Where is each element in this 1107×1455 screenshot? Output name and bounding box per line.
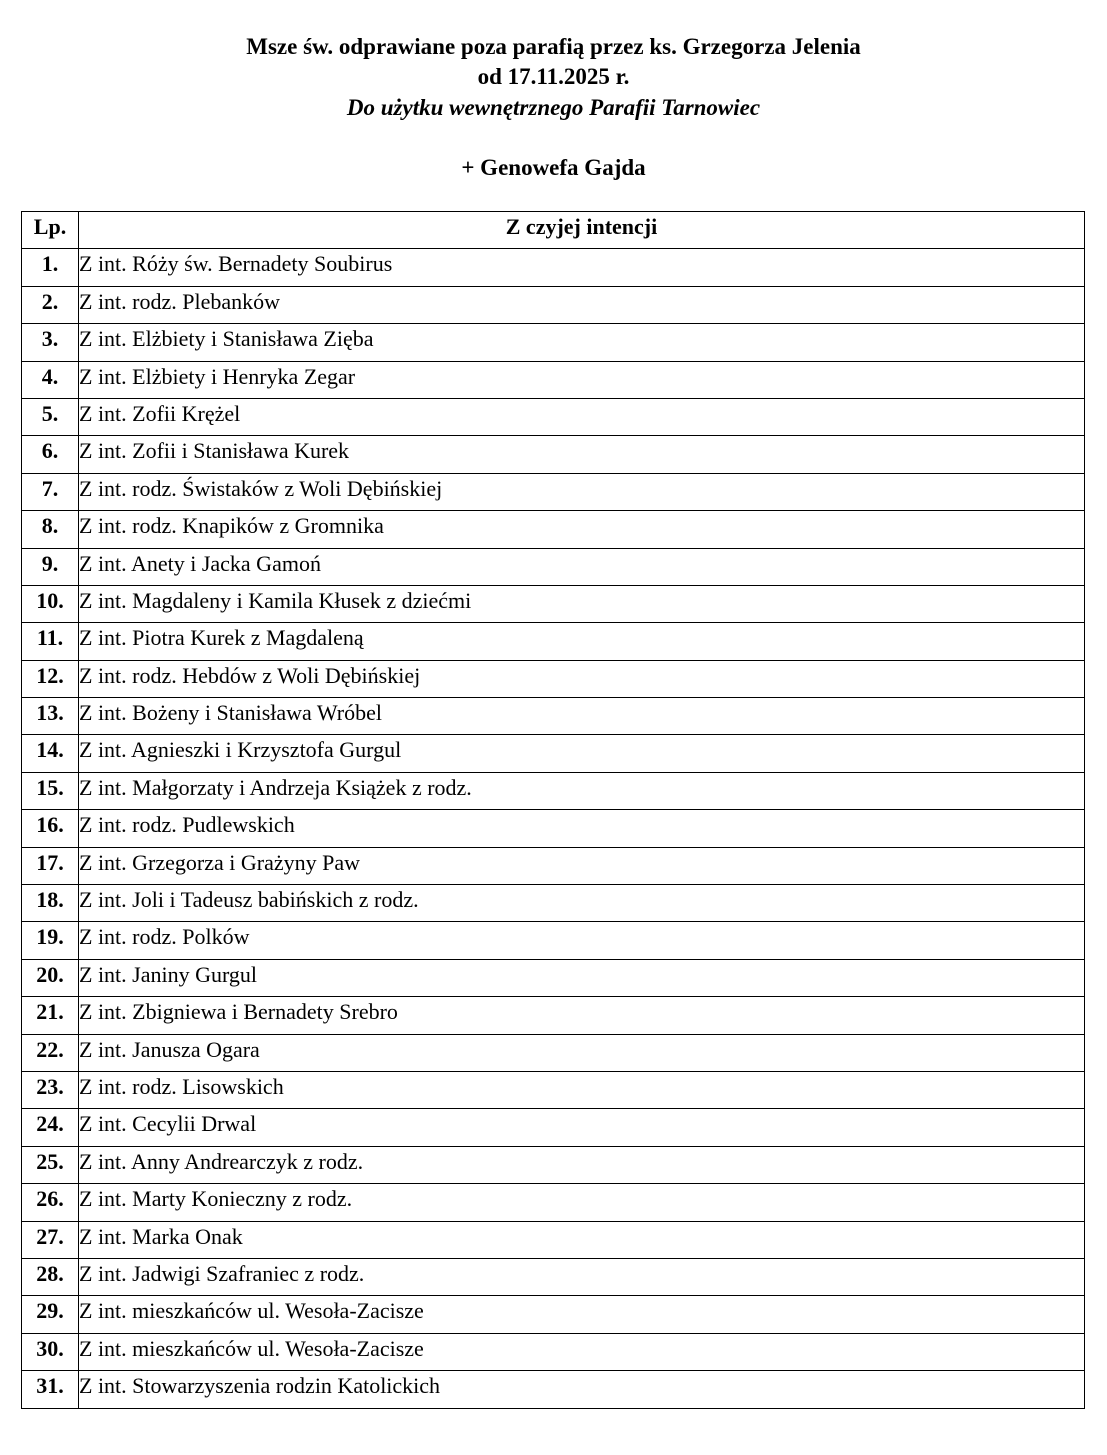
row-number: 16. <box>22 810 79 847</box>
table-row <box>22 361 1085 398</box>
table-row <box>22 959 1085 996</box>
table-row <box>22 1109 1085 1146</box>
intention-text: Z int. rodz. Hebdów z Woli Dębińskiej <box>79 660 1085 697</box>
row-number: 30. <box>22 1333 79 1370</box>
row-number: 13. <box>22 698 79 735</box>
date-line: od 17.11.2025 r. <box>477 64 630 89</box>
intention-text: Z int. rodz. Polków <box>79 922 1085 959</box>
table-row <box>22 735 1085 772</box>
row-number: 26. <box>22 1184 79 1221</box>
table-row <box>22 922 1085 959</box>
intention-text: Z int. Małgorzaty i Andrzeja Książek z rodz. <box>79 772 1085 809</box>
intention-text: Z int. mieszkańców ul. Wesoła-Zacisze <box>79 1333 1085 1370</box>
row-number: 7. <box>22 473 79 510</box>
table-row <box>22 1071 1085 1108</box>
intention-text: Z int. rodz. Świstaków z Woli Dębińskiej <box>79 473 1085 510</box>
row-number: 11. <box>22 623 79 660</box>
row-number: 28. <box>22 1258 79 1295</box>
row-number: 22. <box>22 1034 79 1071</box>
row-number: 21. <box>22 997 79 1034</box>
table-body <box>22 249 1085 1408</box>
row-number: 9. <box>22 548 79 585</box>
row-number: 4. <box>22 361 79 398</box>
intention-text: Z int. Zofii i Stanisława Kurek <box>79 436 1085 473</box>
intention-text: Z int. Joli i Tadeusz babińskich z rodz. <box>79 885 1085 922</box>
row-number: 29. <box>22 1296 79 1333</box>
intention-text: Z int. Grzegorza i Grażyny Paw <box>79 847 1085 884</box>
table-row <box>22 1258 1085 1295</box>
intention-text: Z int. Elżbiety i Henryka Zegar <box>79 361 1085 398</box>
intention-text: Z int. rodz. Knapików z Gromnika <box>79 511 1085 548</box>
table-header-row <box>22 212 1085 249</box>
table-row <box>22 997 1085 1034</box>
table-row <box>22 885 1085 922</box>
table-row <box>22 585 1085 622</box>
row-number: 25. <box>22 1146 79 1183</box>
table-row <box>22 810 1085 847</box>
intention-text: Z int. Elżbiety i Stanisława Zięba <box>79 324 1085 361</box>
table-row <box>22 436 1085 473</box>
intention-text: Z int. Janusza Ogara <box>79 1034 1085 1071</box>
intention-text: Z int. Piotra Kurek z Magdaleną <box>79 623 1085 660</box>
table-row <box>22 548 1085 585</box>
table-row <box>22 473 1085 510</box>
row-number: 14. <box>22 735 79 772</box>
intention-text: Z int. Cecylii Drwal <box>79 1109 1085 1146</box>
row-number: 23. <box>22 1071 79 1108</box>
table-row <box>22 1296 1085 1333</box>
row-number: 17. <box>22 847 79 884</box>
row-number: 1. <box>22 249 79 286</box>
intention-text: Z int. Marka Onak <box>79 1221 1085 1258</box>
table-row <box>22 1184 1085 1221</box>
table-row <box>22 324 1085 361</box>
table-row <box>22 286 1085 323</box>
column-header-lp: Lp. <box>22 212 79 249</box>
intention-text: Z int. Róży św. Bernadety Soubirus <box>79 249 1085 286</box>
intention-text: Z int. rodz. Plebanków <box>79 286 1085 323</box>
table-row <box>22 698 1085 735</box>
table-row <box>22 772 1085 809</box>
row-number: 2. <box>22 286 79 323</box>
intention-text: Z int. Agnieszki i Krzysztofa Gurgul <box>79 735 1085 772</box>
table-row <box>22 847 1085 884</box>
intention-text: Z int. mieszkańców ul. Wesoła-Zacisze <box>79 1296 1085 1333</box>
row-number: 10. <box>22 585 79 622</box>
row-number: 12. <box>22 660 79 697</box>
document-header <box>0 32 1107 183</box>
internal-use-note: Do użytku wewnętrznego Parafii Tarnowiec <box>346 95 761 120</box>
intention-text: Z int. Bożeny i Stanisława Wróbel <box>79 698 1085 735</box>
row-number: 18. <box>22 885 79 922</box>
table-row <box>22 511 1085 548</box>
table-row <box>22 1333 1085 1370</box>
document-title: Msze św. odprawiane poza parafią przez ks. Grzegorza Jelenia <box>246 34 861 59</box>
row-number: 31. <box>22 1371 79 1408</box>
table-row <box>22 623 1085 660</box>
row-number: 24. <box>22 1109 79 1146</box>
intention-text: Z int. Janiny Gurgul <box>79 959 1085 996</box>
intention-text: Z int. rodz. Pudlewskich <box>79 810 1085 847</box>
table-row <box>22 1371 1085 1408</box>
row-number: 8. <box>22 511 79 548</box>
intention-text: Z int. Anny Andrearczyk z rodz. <box>79 1146 1085 1183</box>
intention-text: Z int. Stowarzyszenia rodzin Katolickich <box>79 1371 1085 1408</box>
row-number: 19. <box>22 922 79 959</box>
row-number: 3. <box>22 324 79 361</box>
row-number: 5. <box>22 398 79 435</box>
intention-text: Z int. rodz. Lisowskich <box>79 1071 1085 1108</box>
table-row <box>22 249 1085 286</box>
intention-text: Z int. Jadwigi Szafraniec z rodz. <box>79 1258 1085 1295</box>
table-row <box>22 1146 1085 1183</box>
table-row <box>22 660 1085 697</box>
intention-text: Z int. Magdaleny i Kamila Kłusek z dziećmi <box>79 585 1085 622</box>
table-row <box>22 398 1085 435</box>
intention-text: Z int. Zbigniewa i Bernadety Srebro <box>79 997 1085 1034</box>
deceased-name: + Genowefa Gajda <box>461 155 646 180</box>
table-row <box>22 1034 1085 1071</box>
column-header-intention: Z czyjej intencji <box>79 212 1085 249</box>
intention-text: Z int. Marty Konieczny z rodz. <box>79 1184 1085 1221</box>
intention-text: Z int. Zofii Krężel <box>79 398 1085 435</box>
row-number: 20. <box>22 959 79 996</box>
table-row <box>22 1221 1085 1258</box>
row-number: 15. <box>22 772 79 809</box>
intentions-table <box>21 211 1085 1409</box>
row-number: 27. <box>22 1221 79 1258</box>
row-number: 6. <box>22 436 79 473</box>
intention-text: Z int. Anety i Jacka Gamoń <box>79 548 1085 585</box>
